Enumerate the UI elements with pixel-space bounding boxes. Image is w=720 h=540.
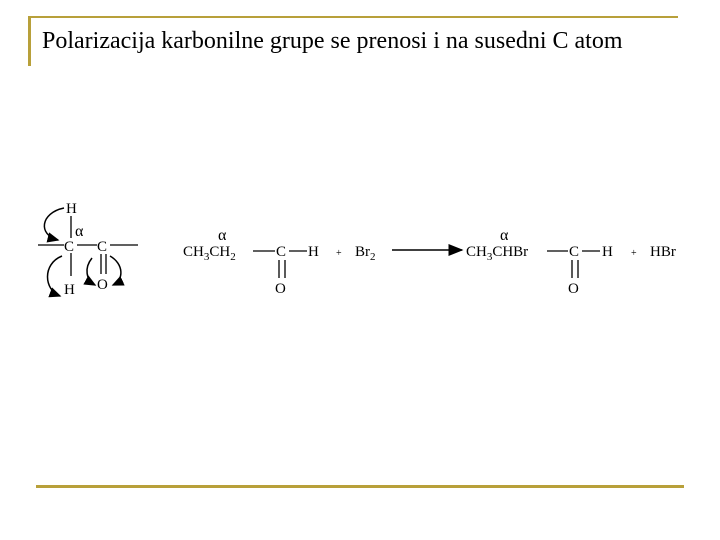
reagent: [355, 244, 376, 263]
plus-sign-2: +: [631, 248, 637, 259]
reagent-formula: $Br_2$: [355, 244, 376, 263]
plus-sign-1: +: [336, 248, 342, 259]
atom-h-bottom: H: [64, 282, 75, 298]
product: [466, 227, 613, 297]
product-h: H: [602, 244, 613, 260]
reactant: [183, 227, 319, 297]
alpha-label-structure: α: [75, 223, 84, 240]
reactant-carbonyl-c: C: [276, 244, 287, 260]
slide-title: Polarizacija karbonilne grupe se prenosi i na susedni C atom: [42, 28, 623, 54]
reactant-formula: $CH_3CH_2$: [183, 244, 236, 263]
atom-o: O: [97, 277, 108, 293]
atom-h-top: H: [66, 201, 77, 217]
alpha-label-reactant: α: [218, 227, 227, 244]
product-carbonyl-c: C: [569, 244, 580, 260]
alpha-label-product: α: [500, 227, 509, 244]
atom-c-alpha: C: [64, 239, 75, 255]
product-o: O: [568, 281, 579, 297]
reactant-h: H: [308, 244, 319, 260]
curved-arrow-right: [110, 256, 121, 285]
product-formula: $CH_3CHBr$: [466, 244, 529, 263]
curved-arrow-top: [44, 208, 64, 240]
byproduct-hbr: HBr: [650, 244, 676, 260]
atom-c-carbonyl: C: [97, 239, 108, 255]
reactant-o: O: [275, 281, 286, 297]
curved-arrow-bottom: [48, 256, 63, 296]
curved-arrow-inner: [87, 258, 95, 285]
polarization-structure: [38, 201, 138, 298]
